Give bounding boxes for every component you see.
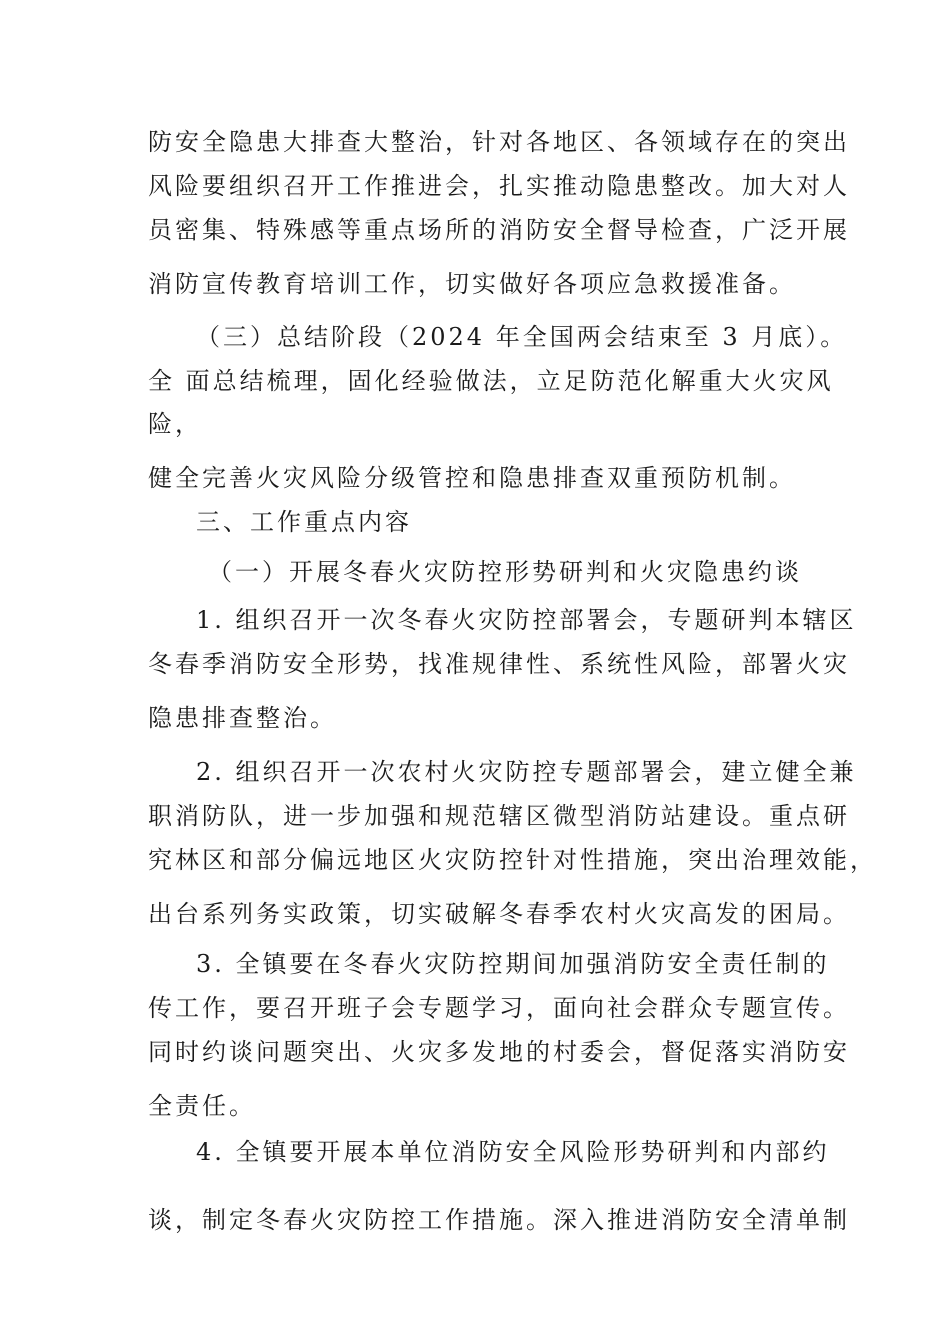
text-line: 4. 全镇要开展本单位消防安全风险形势研判和内部约 (196, 1138, 830, 1166)
text-line: 全 面总结梳理，固化经验做法，立足防范化解重大火灾风 (148, 367, 834, 395)
section-heading: 三、工作重点内容 (196, 508, 412, 536)
text-line: 1. 组织召开一次冬春火灾防控部署会，专题研判本辖区 (196, 606, 857, 634)
text-line: 健全完善火灾风险分级管控和隐患排查双重预防机制。 (148, 464, 796, 492)
text-line: 员密集、特殊感等重点场所的消防安全督导检查，广泛开展 (148, 216, 850, 244)
subsection-heading: （一）开展冬春火灾防控形势研判和火灾隐患约谈 (208, 558, 802, 586)
text-line: 隐患排查整治。 (148, 704, 337, 732)
text-line: 传工作，要召开班子会专题学习，面向社会群众专题宣传。 (148, 994, 850, 1022)
text-line: 全责任。 (148, 1092, 256, 1120)
text-line: 究林区和部分偏远地区火灾防控针对性措施，突出治理效能， (148, 846, 877, 874)
text-line: 职消防队，进一步加强和规范辖区微型消防站建设。重点研 (148, 802, 850, 830)
text-line: 3. 全镇要在冬春火灾防控期间加强消防安全责任制的 (196, 950, 830, 978)
text-line: 同时约谈问题突出、火灾多发地的村委会，督促落实消防安 (148, 1038, 850, 1066)
text-line: 2. 组织召开一次农村火灾防控专题部署会，建立健全兼 (196, 758, 857, 786)
text-line: 防安全隐患大排查大整治，针对各地区、各领域存在的突出 (148, 128, 850, 156)
text-line: 谈，制定冬春火灾防控工作措施。深入推进消防安全清单制 (148, 1206, 850, 1234)
text-line: 险， (148, 410, 202, 438)
text-line: 出台系列务实政策，切实破解冬春季农村火灾高发的困局。 (148, 900, 850, 928)
section-heading: （三）总结阶段（2024 年全国两会结束至 3 月底）。 (196, 323, 848, 351)
text-line: 风险要组织召开工作推进会，扎实推动隐患整改。加大对人 (148, 172, 850, 200)
text-line: 冬春季消防安全形势，找准规律性、系统性风险，部署火灾 (148, 650, 850, 678)
text-line: 消防宣传教育培训工作，切实做好各项应急救援准备。 (148, 270, 796, 298)
